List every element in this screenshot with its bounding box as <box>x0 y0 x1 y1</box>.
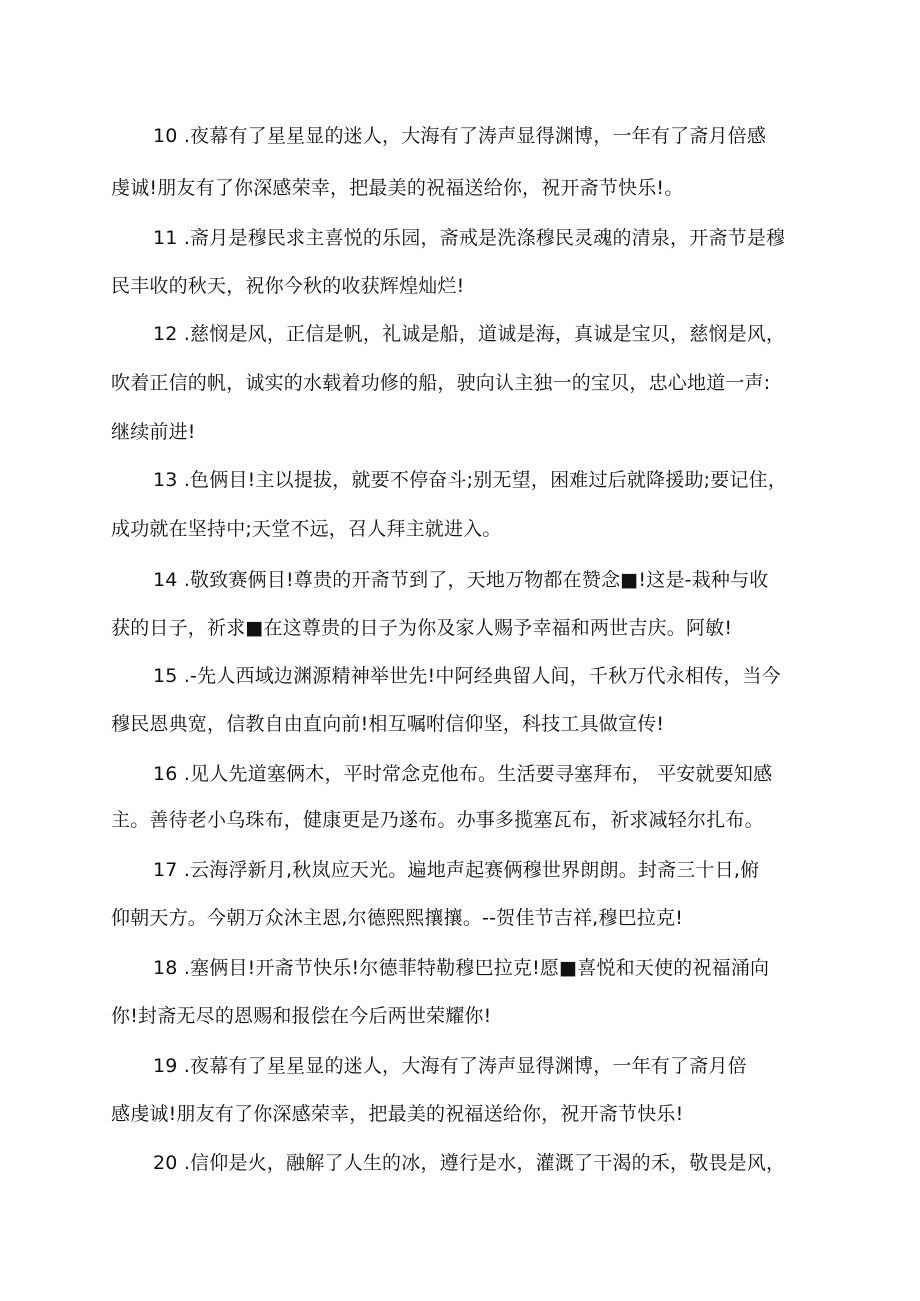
item-10-line-2: 虔诚!朋友有了你深感荣幸，把最美的祝福送给你，祝开斋节快乐!。 <box>111 177 684 199</box>
item-12-line-2: 吹着正信的帆，诚实的水载着功修的船，驶向认主独一的宝贝，忠心地道一声: <box>111 372 771 394</box>
item-18-line-2: 你!封斋无尽的恩赐和报偿在今后两世荣耀你! <box>111 1005 492 1027</box>
item-10-line-1: 10 .夜幕有了星星显的迷人，大海有了涛声显得渊博，一年有了斋月倍感 <box>153 125 767 147</box>
item-12-line-1: 12 .慈悯是风，正信是帆，礼诚是船，道诚是海，真诚是宝贝，慈悯是风， <box>153 323 786 345</box>
item-16-line-1: 16 .见人先道塞俩木，平时常念克他布。生活要寻塞拜布， 平安就要知感 <box>153 763 773 785</box>
item-13-line-2: 成功就在坚持中;天堂不远，召人拜主就进入。 <box>111 518 502 540</box>
item-14-line-1: 14 .敬致赛俩目!尊贵的开斋节到了，天地万物都在赞念■!这是-栽种与收 <box>153 569 769 591</box>
item-13-line-1: 13 .色俩目!主以提拔，就要不停奋斗;别无望，困难过后就降援助;要记住， <box>153 469 788 491</box>
item-20-line-1: 20 .信仰是火，融解了人生的冰，遵行是水，灌溉了干渴的禾，敬畏是风， <box>153 1152 786 1174</box>
item-16-line-2: 主。善待老小乌珠布，健康更是乃遂布。办事多揽塞瓦布，祈求减轻尔扎布。 <box>111 809 764 831</box>
item-12-line-3: 继续前进! <box>111 421 196 443</box>
item-17-line-2: 仰朝天方。今朝万众沐主恩,尔德熙熙攘攘。--贺佳节吉祥,穆巴拉克! <box>111 907 684 929</box>
item-19-line-2: 感虔诚!朋友有了你深感荣幸，把最美的祝福送给你，祝开斋节快乐! <box>111 1103 684 1125</box>
item-15-line-2: 穆民恩典宽，信教自由直向前!相互嘱咐信仰坚，科技工具做宣传! <box>111 713 665 735</box>
item-19-line-1: 19 .夜幕有了星星显的迷人，大海有了涛声显得渊博，一年有了斋月倍 <box>153 1055 747 1077</box>
item-11-line-1: 11 .斋月是穆民求主喜悦的乐园，斋戒是洗涤穆民灵魂的清泉，开斋节是穆 <box>153 227 786 249</box>
item-17-line-1: 17 .云海浮新月,秋岚应天光。遍地声起赛俩穆世界朗朗。封斋三十日,俯 <box>153 859 760 881</box>
item-11-line-2: 民丰收的秋天，祝你今秋的收获辉煌灿烂! <box>111 275 465 297</box>
item-15-line-1: 15 .-先人西域边渊源精神举世先!中阿经典留人间，千秋万代永相传，当今 <box>153 665 781 687</box>
item-18-line-1: 18 .塞俩目!开斋节快乐!尔德菲特勒穆巴拉克!愿■喜悦和天使的祝福涌向 <box>153 957 770 979</box>
item-14-line-2: 获的日子，祈求■在这尊贵的日子为你及家人赐予幸福和两世吉庆。阿敏! <box>111 617 733 639</box>
